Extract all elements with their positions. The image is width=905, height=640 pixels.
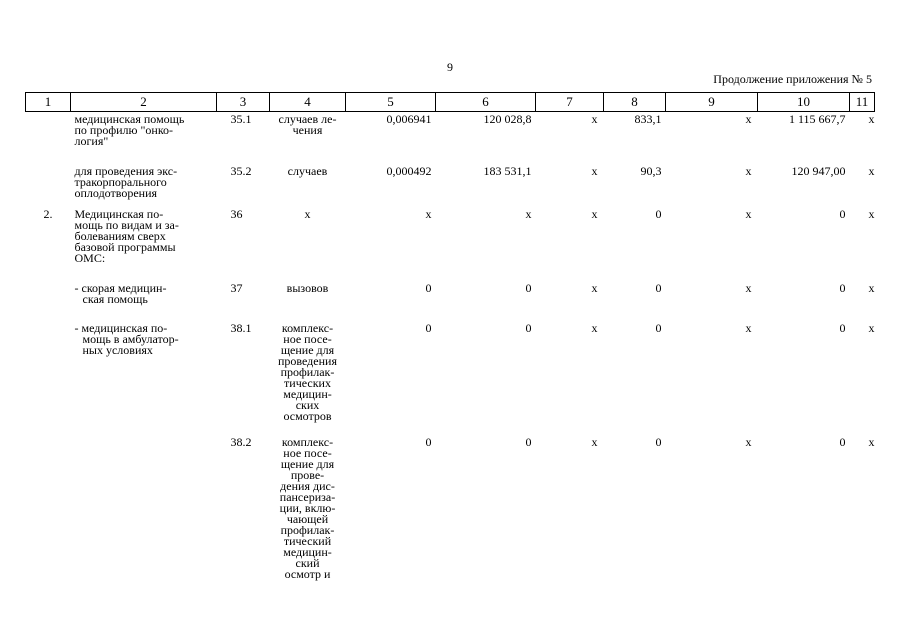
column-header: 8 — [604, 93, 666, 112]
value-cell-c8: 0 — [655, 206, 662, 221]
description-line: ОМС: — [74, 250, 106, 265]
continuation-caption: Продолжение приложения № 5 — [713, 72, 872, 86]
row-code-cell: 35.1 — [230, 112, 252, 126]
value-cell-c7: х — [591, 163, 598, 178]
column-header: 4 — [270, 93, 346, 112]
row-code-cell: 38.1 — [230, 320, 252, 335]
value-cell-c8: 90,3 — [640, 163, 662, 178]
row-description-cell — [71, 273, 217, 309]
unit-line: прове- — [290, 467, 325, 482]
value-cell-c11: х — [868, 206, 875, 221]
column-header: 1 — [26, 93, 71, 112]
value-cell-c6: 0 — [525, 320, 532, 335]
description-line: мощь по видам и за- — [74, 217, 179, 232]
column-header: 6 — [436, 93, 536, 112]
value-cell-c9: х — [745, 163, 752, 178]
description-line: оплодотворения — [74, 185, 158, 200]
description-line: - скорая медицин- — [74, 280, 167, 295]
unit-line: осмотр и — [284, 566, 331, 581]
page-number: 9 — [447, 60, 453, 74]
column-header: 9 — [666, 93, 758, 112]
unit-line: щение для — [280, 456, 335, 471]
appendix-table — [25, 92, 875, 606]
value-cell-c6: 120 028,8 — [483, 112, 532, 126]
row-code-cell: 36 — [230, 206, 243, 221]
value-cell-c11: х — [868, 163, 875, 178]
description-line: по профилю "онко- — [74, 123, 174, 137]
description-line: ных условиях — [82, 342, 153, 357]
description-line: ская помощь — [82, 291, 148, 306]
row-description-cell — [71, 309, 217, 431]
description-line: логия" — [74, 134, 109, 148]
value-cell-c9: х — [745, 112, 752, 126]
row-index-cell — [26, 112, 71, 156]
row-description-cell — [71, 201, 217, 273]
value-cell-c6: 0 — [525, 434, 532, 449]
value-cell-c8: 0 — [655, 320, 662, 335]
unit-line: ских — [295, 397, 320, 412]
table-body — [26, 112, 875, 606]
column-header: 2 — [71, 93, 217, 112]
row-index-cell: 2. — [43, 206, 53, 221]
value-cell-c10: 0 — [839, 280, 846, 295]
row-index-cell — [26, 431, 71, 606]
value-cell-c7: х — [591, 206, 598, 221]
value-cell-c9: х — [745, 206, 752, 221]
column-header: 10 — [758, 93, 850, 112]
value-cell-c10: 0 — [839, 320, 846, 335]
unit-line: случаев — [287, 163, 328, 178]
value-cell-c10: 0 — [839, 206, 846, 221]
value-cell-c5: 0 — [425, 280, 432, 295]
row-unit-cell — [270, 273, 346, 309]
unit-line: осмотров — [283, 408, 332, 423]
value-cell-c5: х — [425, 206, 432, 221]
table-row — [26, 112, 875, 156]
value-cell-c10: 120 947,00 — [791, 163, 846, 178]
row-index-cell — [26, 273, 71, 309]
value-cell-c6: 183 531,1 — [483, 163, 532, 178]
unit-line: вызовов — [286, 280, 329, 295]
column-header: 7 — [536, 93, 604, 112]
unit-line: ное посе- — [283, 331, 332, 346]
unit-line: проведения — [278, 353, 337, 368]
unit-line: ное посе- — [283, 445, 332, 460]
row-description-cell — [71, 156, 217, 201]
unit-line: профилак- — [280, 522, 335, 537]
value-cell-c8: 0 — [655, 434, 662, 449]
row-code-cell: 38.2 — [230, 434, 252, 449]
row-code-cell: 37 — [230, 280, 243, 295]
unit-line: тических — [284, 375, 331, 390]
value-cell-c5: 0 — [425, 434, 432, 449]
value-cell-c7: х — [591, 280, 598, 295]
description-line: мощь в амбулатор- — [82, 331, 179, 346]
value-cell-c6: 0 — [525, 280, 532, 295]
value-cell-c8: 0 — [655, 280, 662, 295]
value-cell-c11: х — [868, 320, 875, 335]
description-line: Медицинская по- — [74, 206, 164, 221]
value-cell-c10: 1 115 667,7 — [788, 112, 846, 126]
value-cell-c8: 833,1 — [634, 112, 662, 126]
value-cell-c11: х — [868, 280, 875, 295]
value-cell-c7: х — [591, 434, 598, 449]
value-cell-c7: х — [591, 320, 598, 335]
value-cell-c9: х — [745, 320, 752, 335]
unit-line: щение для — [280, 342, 335, 357]
description-line: для проведения экс- — [74, 163, 178, 178]
unit-line: дения дис- — [280, 478, 335, 493]
value-cell-c6: х — [525, 206, 532, 221]
unit-line: профилак- — [280, 364, 335, 379]
column-header: 11 — [850, 93, 875, 112]
column-header: 5 — [346, 93, 436, 112]
row-unit-cell — [270, 156, 346, 201]
table-row — [26, 309, 875, 431]
description-line: - медицинская по- — [74, 320, 168, 335]
unit-line: комплекс- — [281, 320, 334, 335]
row-index-cell — [26, 309, 71, 431]
unit-line: чения — [292, 123, 323, 137]
value-cell-c9: х — [745, 434, 752, 449]
unit-line: комплекс- — [281, 434, 334, 449]
description-line: медицинская помощь — [74, 112, 185, 126]
unit-line: ции, вклю- — [279, 500, 336, 515]
unit-line: медицин- — [283, 544, 332, 559]
table-row — [26, 431, 875, 606]
unit-line: х — [304, 206, 311, 221]
unit-line: ский — [295, 555, 320, 570]
row-code-cell: 35.2 — [230, 163, 252, 178]
row-unit-cell — [270, 201, 346, 273]
column-header: 3 — [217, 93, 270, 112]
value-cell-c7: х — [591, 112, 598, 126]
value-cell-c10: 0 — [839, 434, 846, 449]
row-unit-cell — [270, 309, 346, 431]
description-line: базовой программы — [74, 239, 176, 254]
value-cell-c5: 0,006941 — [386, 112, 432, 126]
unit-line: случаев ле- — [278, 112, 337, 126]
value-cell-c5: 0,000492 — [386, 163, 432, 178]
description-line: тракорпорального — [74, 174, 167, 189]
description-line: болеваниям сверх — [74, 228, 166, 243]
row-unit-cell — [270, 112, 346, 156]
row-unit-cell — [270, 431, 346, 606]
unit-line: чающей — [286, 511, 329, 526]
unit-line: медицин- — [283, 386, 332, 401]
table-row — [26, 273, 875, 309]
row-description-cell — [71, 431, 217, 606]
unit-line: пансериза- — [279, 489, 336, 504]
value-cell-c9: х — [745, 280, 752, 295]
value-cell-c11: х — [868, 112, 875, 126]
value-cell-c5: 0 — [425, 320, 432, 335]
table-row — [26, 201, 875, 273]
header-row — [26, 93, 875, 112]
row-index-cell — [26, 156, 71, 201]
value-cell-c11: х — [868, 434, 875, 449]
row-description-cell — [71, 112, 217, 156]
table-row — [26, 156, 875, 201]
unit-line: тический — [283, 533, 332, 548]
